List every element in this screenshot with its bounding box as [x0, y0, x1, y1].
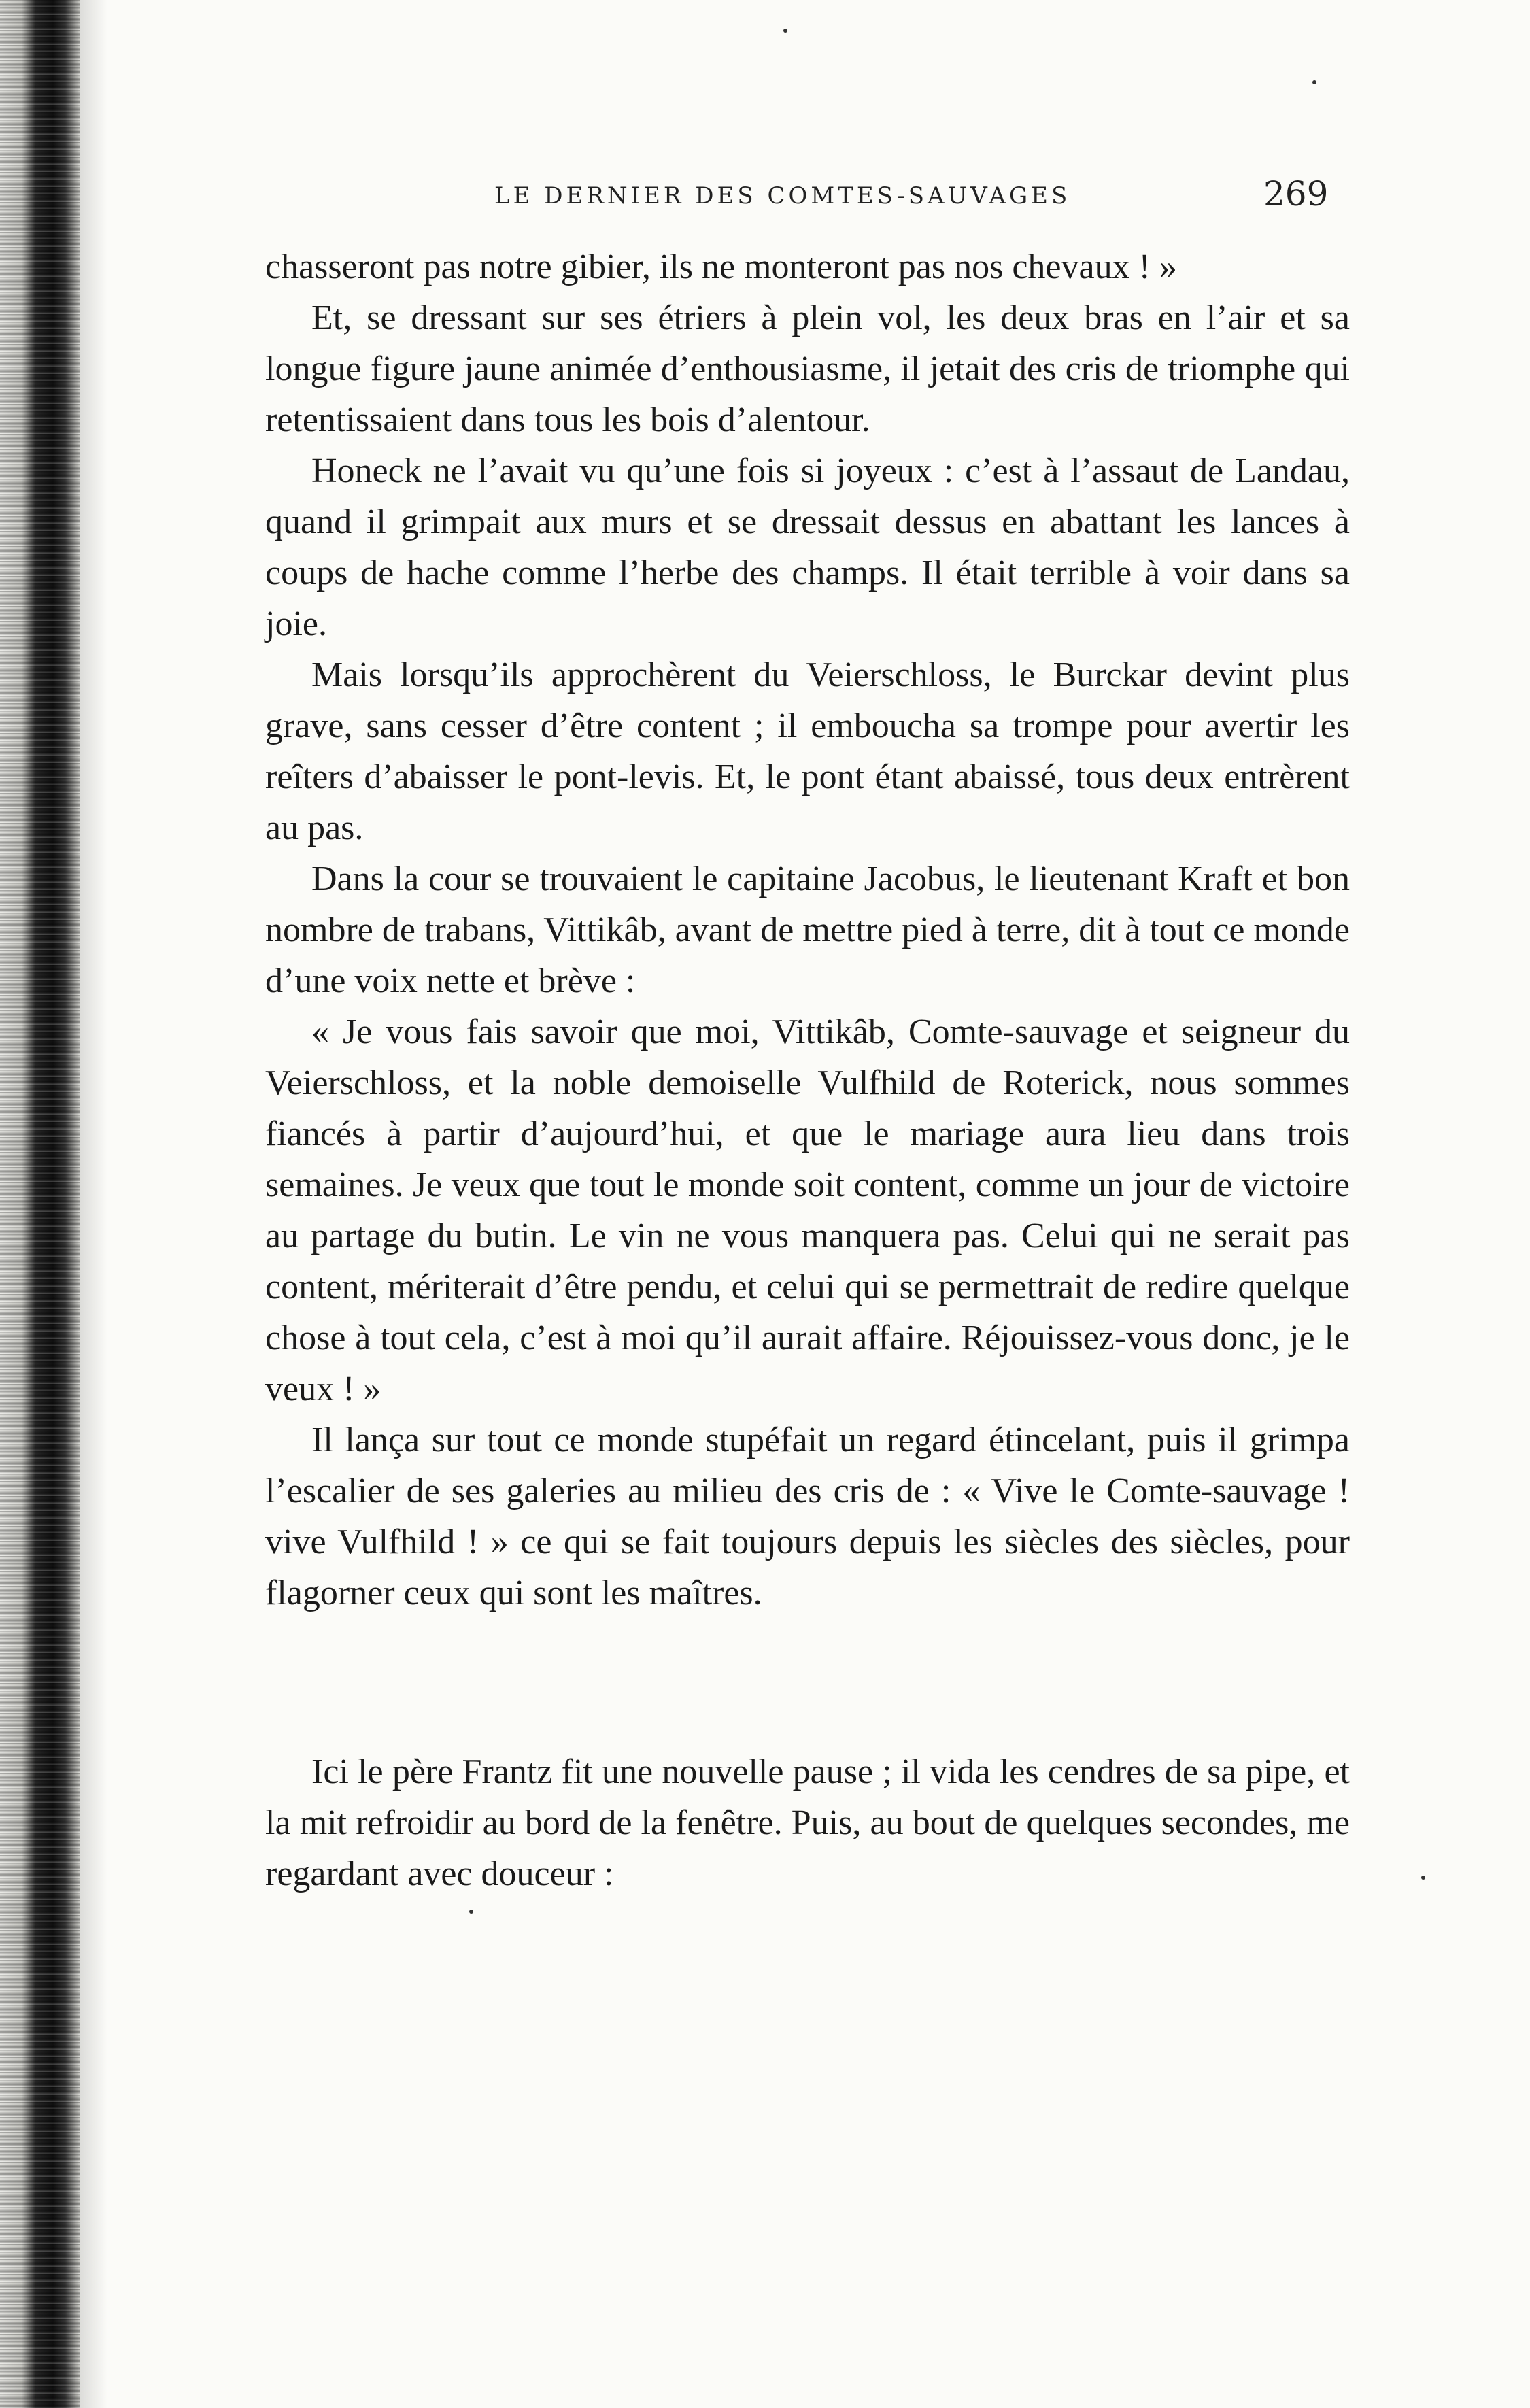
scan-speck [783, 29, 787, 33]
body-text [265, 241, 1350, 1899]
quoted-speech-paragraph: « Je vous fais savoir que moi, Vittikâb, Comte-sauvage et seigneur du Veierschloss, et la noble demoiselle Vulfhild de Roterick, nous sommes fiancés à partir d’aujourd’hui, et que le mariage aura lieu dans trois semaines. Je veux que tout le monde soit content, comme un jour de victoire au partage du butin. Le vin ne vous manquera pas. Celui qui ne serait pas content, mériterait d’être pendu, et celui qui se permettrait de redire quelque chose à tout cela, c’est à moi qu’il aurait affaire. Réjouissez-vous donc, je le veux ! » [265, 1013, 1350, 1408]
paragraph: Honeck ne l’avait vu qu’une fois si joyeux : c’est à l’assaut de Landau, quand il grimpait aux murs et se dressait dessus en abattant les lances à coups de hache comme l’herbe des champs. Il était terrible à voir dans sa joie. [265, 452, 1350, 643]
running-head: LE DERNIER DES COMTES-SAUVAGES [494, 182, 1071, 209]
paragraph: chasseront pas notre gibier, ils ne monteront pas nos chevaux ! » [265, 248, 1177, 286]
page-number: 269 [1263, 174, 1329, 214]
closing-paragraph: Ici le père Frantz fit une nouvelle pause ; il vida les cendres de sa pipe, et la mit refroidir au bord de la fenêtre. Puis, au bout de quelques secondes, me regardant avec douceur : [265, 1752, 1350, 1893]
scan-speck [1312, 80, 1316, 84]
paragraph: Il lança sur tout ce monde stupéfait un regard étincelant, puis il grimpa l’escalier de ses galeries au milieu des cris de : « Vive le Comte-sauvage ! vive Vulfhild ! » ce qui se fait toujours depuis les siècles des siècles, pour flagorner ceux qui sont les maîtres. [265, 1421, 1350, 1612]
scan-speck [1421, 1876, 1425, 1880]
page-binding-edge [0, 0, 80, 2408]
paragraph: Mais lorsqu’ils approchèrent du Veierschloss, le Burckar devint plus grave, sans cesser d’être content ; il emboucha sa trompe pour avertir les reîters d’abaisser le pont-levis. Et, le pont étant abaissé, tous deux entrèrent au pas. [265, 656, 1350, 847]
binding-shadow [80, 0, 107, 2408]
paragraph: Dans la cour se trouvaient le capitaine Jacobus, le lieutenant Kraft et bon nombre de trabans, Vittikâb, avant de mettre pied à terre, dit à tout ce monde d’une voix nette et brève : [265, 860, 1350, 1000]
section-break [265, 1618, 1350, 1746]
scan-speck [469, 1910, 473, 1914]
page-header [0, 174, 1530, 219]
paragraph: Et, se dressant sur ses étriers à plein vol, les deux bras en l’air et sa longue figure jaune animée d’enthousiasme, il jetait des cris de triomphe qui retentissaient dans tous les bois d’alentour. [265, 299, 1350, 439]
